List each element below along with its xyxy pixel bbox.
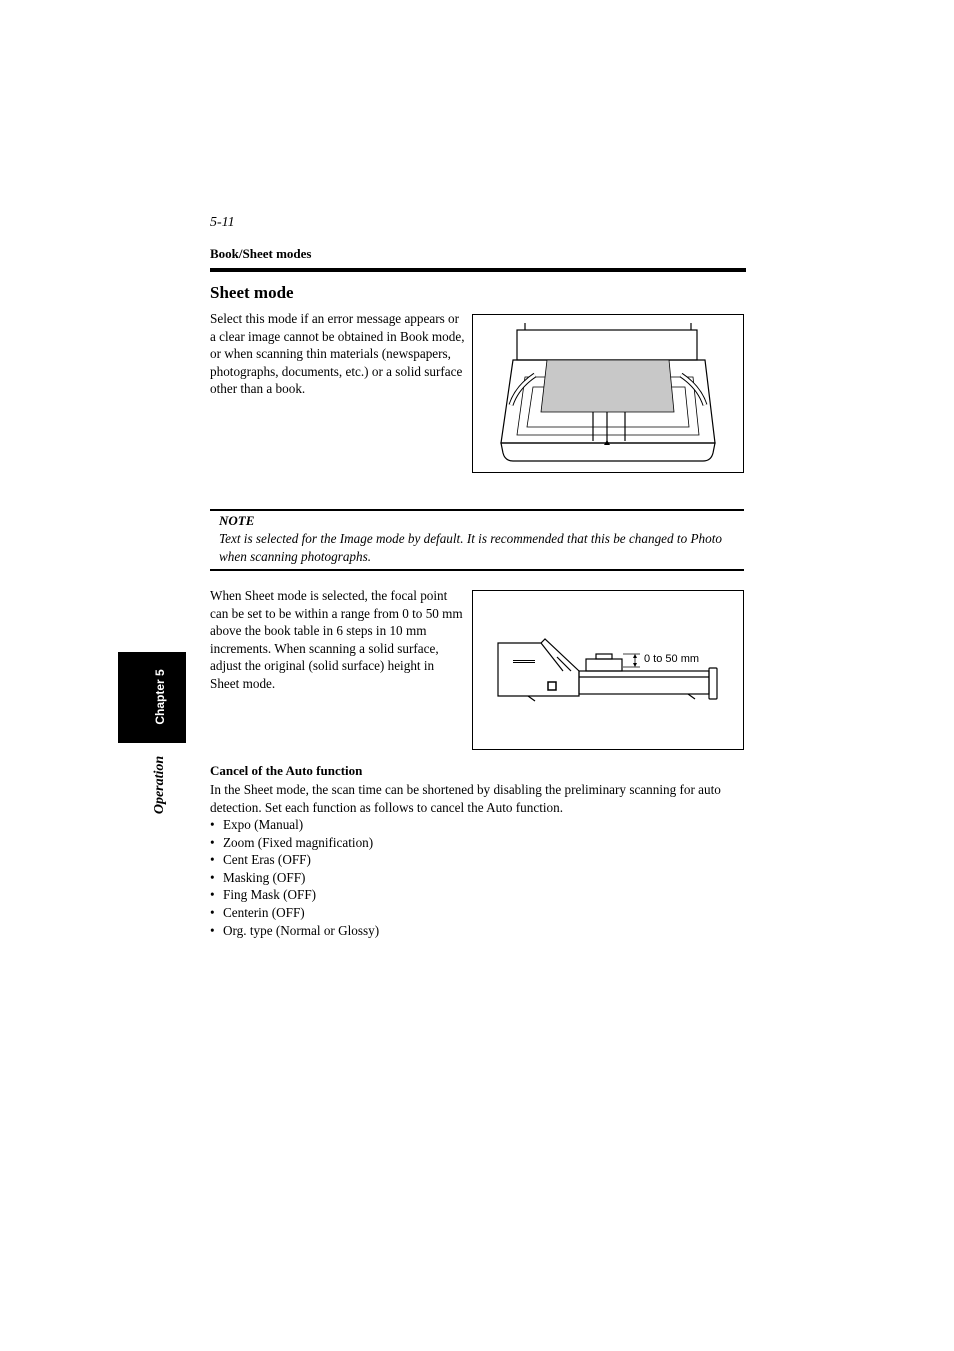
note-bottom-rule (210, 569, 744, 571)
page-number: 5-11 (210, 215, 235, 230)
sheet-mode-paragraph: Select this mode if an error message appears or a clear image cannot be obtained in Book mode, or when scanning thin materials (newspapers, photographs, documents, etc.) or a solid surface other than a book. (210, 311, 465, 397)
list-item: • Org. type (Normal or Glossy) (210, 922, 379, 940)
note-text: Text is selected for the Image mode by default. It is recommended that this be changed to Photo when scanning photographs. (219, 531, 722, 564)
list-item: • Masking (OFF) (210, 869, 379, 887)
sheet-mode-title: Sheet mode (210, 283, 294, 302)
section-header: Book/Sheet modes (210, 246, 312, 261)
cancel-auto-title: Cancel of the Auto function (210, 763, 363, 778)
list-item: • Centerin (OFF) (210, 904, 379, 922)
scanner-side-view-illustration (473, 591, 743, 749)
scanner-top-view-figure (472, 314, 744, 473)
header-rule (210, 268, 746, 272)
note-title: NOTE (219, 513, 255, 528)
chapter-label: Chapter 5 (153, 669, 167, 725)
focal-point-paragraph: When Sheet mode is selected, the focal point can be set to be within a range from 0 to 50 mm above the book table in 6 steps in 10 mm increments. When scanning a solid surface, adjust the original (solid surface) height in Sheet mode. (210, 588, 463, 691)
cancel-auto-paragraph: In the Sheet mode, the scan time can be shortened by disabling the preliminary scanning for auto detection. Set each function as follows to cancel the Auto function. (210, 782, 721, 815)
list-item: • Expo (Manual) (210, 816, 379, 834)
note-top-rule (210, 509, 744, 511)
operation-label: Operation (152, 755, 167, 815)
cancel-settings-list (210, 816, 379, 939)
scanner-top-view-illustration (473, 315, 743, 472)
list-item: • Cent Eras (OFF) (210, 851, 379, 869)
list-item: • Fing Mask (OFF) (210, 886, 379, 904)
scanner-side-view-figure (472, 590, 744, 750)
list-item: • Zoom (Fixed magnification) (210, 834, 379, 852)
focal-range-label: 0 to 50 mm (644, 653, 700, 665)
chapter-tab (118, 652, 186, 743)
